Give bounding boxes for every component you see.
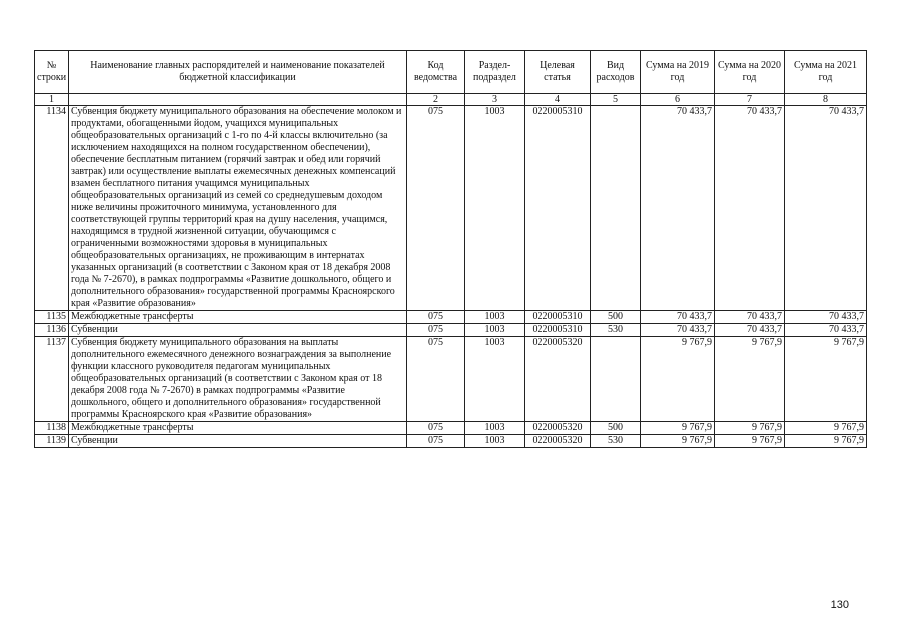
row-section: 1003 xyxy=(465,106,525,311)
row-target-article: 0220005320 xyxy=(525,422,591,435)
row-sum-2020: 70 433,7 xyxy=(715,324,785,337)
row-name: Межбюджетные трансферты xyxy=(69,311,407,324)
row-number: 1137 xyxy=(35,337,69,422)
row-sum-2019: 70 433,7 xyxy=(641,311,715,324)
row-sum-2021: 9 767,9 xyxy=(785,422,867,435)
row-sum-2020: 9 767,9 xyxy=(715,435,785,448)
row-section: 1003 xyxy=(465,311,525,324)
row-number: 1134 xyxy=(35,106,69,311)
column-number: 8 xyxy=(785,94,867,106)
row-sum-2020: 70 433,7 xyxy=(715,311,785,324)
row-department-code: 075 xyxy=(407,106,465,311)
header-expense-type: Вид расходов xyxy=(591,51,641,94)
row-sum-2019: 70 433,7 xyxy=(641,106,715,311)
row-sum-2020: 70 433,7 xyxy=(715,106,785,311)
table-row xyxy=(35,435,867,448)
row-target-article: 0220005310 xyxy=(525,324,591,337)
row-sum-2019: 70 433,7 xyxy=(641,324,715,337)
row-sum-2021: 9 767,9 xyxy=(785,435,867,448)
row-expense-type: 530 xyxy=(591,324,641,337)
row-name: Субвенции xyxy=(69,435,407,448)
column-number: 6 xyxy=(641,94,715,106)
table-row xyxy=(35,422,867,435)
column-number: 1 xyxy=(35,94,69,106)
row-sum-2020: 9 767,9 xyxy=(715,422,785,435)
row-expense-type xyxy=(591,106,641,311)
row-sum-2020: 9 767,9 xyxy=(715,337,785,422)
row-department-code: 075 xyxy=(407,422,465,435)
header-row-number: № строки xyxy=(35,51,69,94)
row-department-code: 075 xyxy=(407,311,465,324)
row-target-article: 0220005310 xyxy=(525,311,591,324)
row-target-article: 0220005320 xyxy=(525,337,591,422)
header-target-article: Целевая статья xyxy=(525,51,591,94)
row-number: 1138 xyxy=(35,422,69,435)
table-header-row xyxy=(35,51,867,94)
column-number: 5 xyxy=(591,94,641,106)
column-number: 4 xyxy=(525,94,591,106)
row-number: 1139 xyxy=(35,435,69,448)
row-section: 1003 xyxy=(465,324,525,337)
row-sum-2021: 9 767,9 xyxy=(785,337,867,422)
header-name: Наименование главных распорядителей и наименование показателей бюджетной классификации xyxy=(69,51,407,94)
row-expense-type: 530 xyxy=(591,435,641,448)
table-row xyxy=(35,311,867,324)
table-body xyxy=(35,106,867,448)
row-section: 1003 xyxy=(465,422,525,435)
column-number: 2 xyxy=(407,94,465,106)
column-number: 3 xyxy=(465,94,525,106)
header-sum-2019: Сумма на 2019 год xyxy=(641,51,715,94)
header-section: Раздел-подраздел xyxy=(465,51,525,94)
header-department-code: Код ведомства xyxy=(407,51,465,94)
row-number: 1136 xyxy=(35,324,69,337)
row-sum-2021: 70 433,7 xyxy=(785,106,867,311)
table-row xyxy=(35,324,867,337)
header-sum-2021: Сумма на 2021 год xyxy=(785,51,867,94)
page-number: 130 xyxy=(830,599,849,611)
table-row xyxy=(35,337,867,422)
row-name: Субвенция бюджету муниципального образования на выплаты дополнительного ежемесячного денежного вознаграждения за выполнение функции классного руководителя педагогам муниципальных общеобразовательных организаций (в соответствии с Законом края от 18 декабря 2008 года № 7-2670) в рамках подпрограммы «Развитие дошкольного, общего и дополнительного образования» государственной программы Красноярского края «Развитие образования» xyxy=(69,337,407,422)
row-department-code: 075 xyxy=(407,324,465,337)
row-name: Субвенции xyxy=(69,324,407,337)
row-name: Межбюджетные трансферты xyxy=(69,422,407,435)
row-name: Субвенция бюджету муниципального образования на обеспечение молоком и продуктами, обогащенными йодом, учащихся муниципальных общеобразовательных организаций с 1-го по 4-й классы включительно (за исключением находящихся на полном государственном обеспечении), обеспечение бесплатным питанием (горячий завтрак и обед или горячий завтрак) или осуществление выплаты ежемесячных денежных компенсаций взамен бесплатного питания учащимся муниципальных общеобразовательных организаций из семей со среднедушевым доходом ниже величины прожиточного минимума, установленного для соответствующей группы территорий края на душу населения, учащимся, находящимся в трудной жизненной ситуации, обучающимся с ограниченными возможностями здоровья в муниципальных общеобразовательных организациях, не проживающим в интернатах указанных организаций (в соответствии с Законом края от 18 декабря 2008 года № 7-2670), в рамках подпрограммы «Развитие дошкольного, общего и дополнительного образования» государственной программы Красноярского края «Развитие образования» xyxy=(69,106,407,311)
row-section: 1003 xyxy=(465,337,525,422)
row-department-code: 075 xyxy=(407,435,465,448)
table-row xyxy=(35,106,867,311)
row-department-code: 075 xyxy=(407,337,465,422)
row-sum-2021: 70 433,7 xyxy=(785,324,867,337)
header-sum-2020: Сумма на 2020 год xyxy=(715,51,785,94)
row-number: 1135 xyxy=(35,311,69,324)
row-target-article: 0220005320 xyxy=(525,435,591,448)
row-section: 1003 xyxy=(465,435,525,448)
column-number-row xyxy=(35,94,867,106)
row-sum-2019: 9 767,9 xyxy=(641,337,715,422)
row-sum-2021: 70 433,7 xyxy=(785,311,867,324)
column-number: 7 xyxy=(715,94,785,106)
row-expense-type xyxy=(591,337,641,422)
row-sum-2019: 9 767,9 xyxy=(641,422,715,435)
row-expense-type: 500 xyxy=(591,311,641,324)
row-expense-type: 500 xyxy=(591,422,641,435)
budget-table xyxy=(34,50,867,448)
row-sum-2019: 9 767,9 xyxy=(641,435,715,448)
row-target-article: 0220005310 xyxy=(525,106,591,311)
